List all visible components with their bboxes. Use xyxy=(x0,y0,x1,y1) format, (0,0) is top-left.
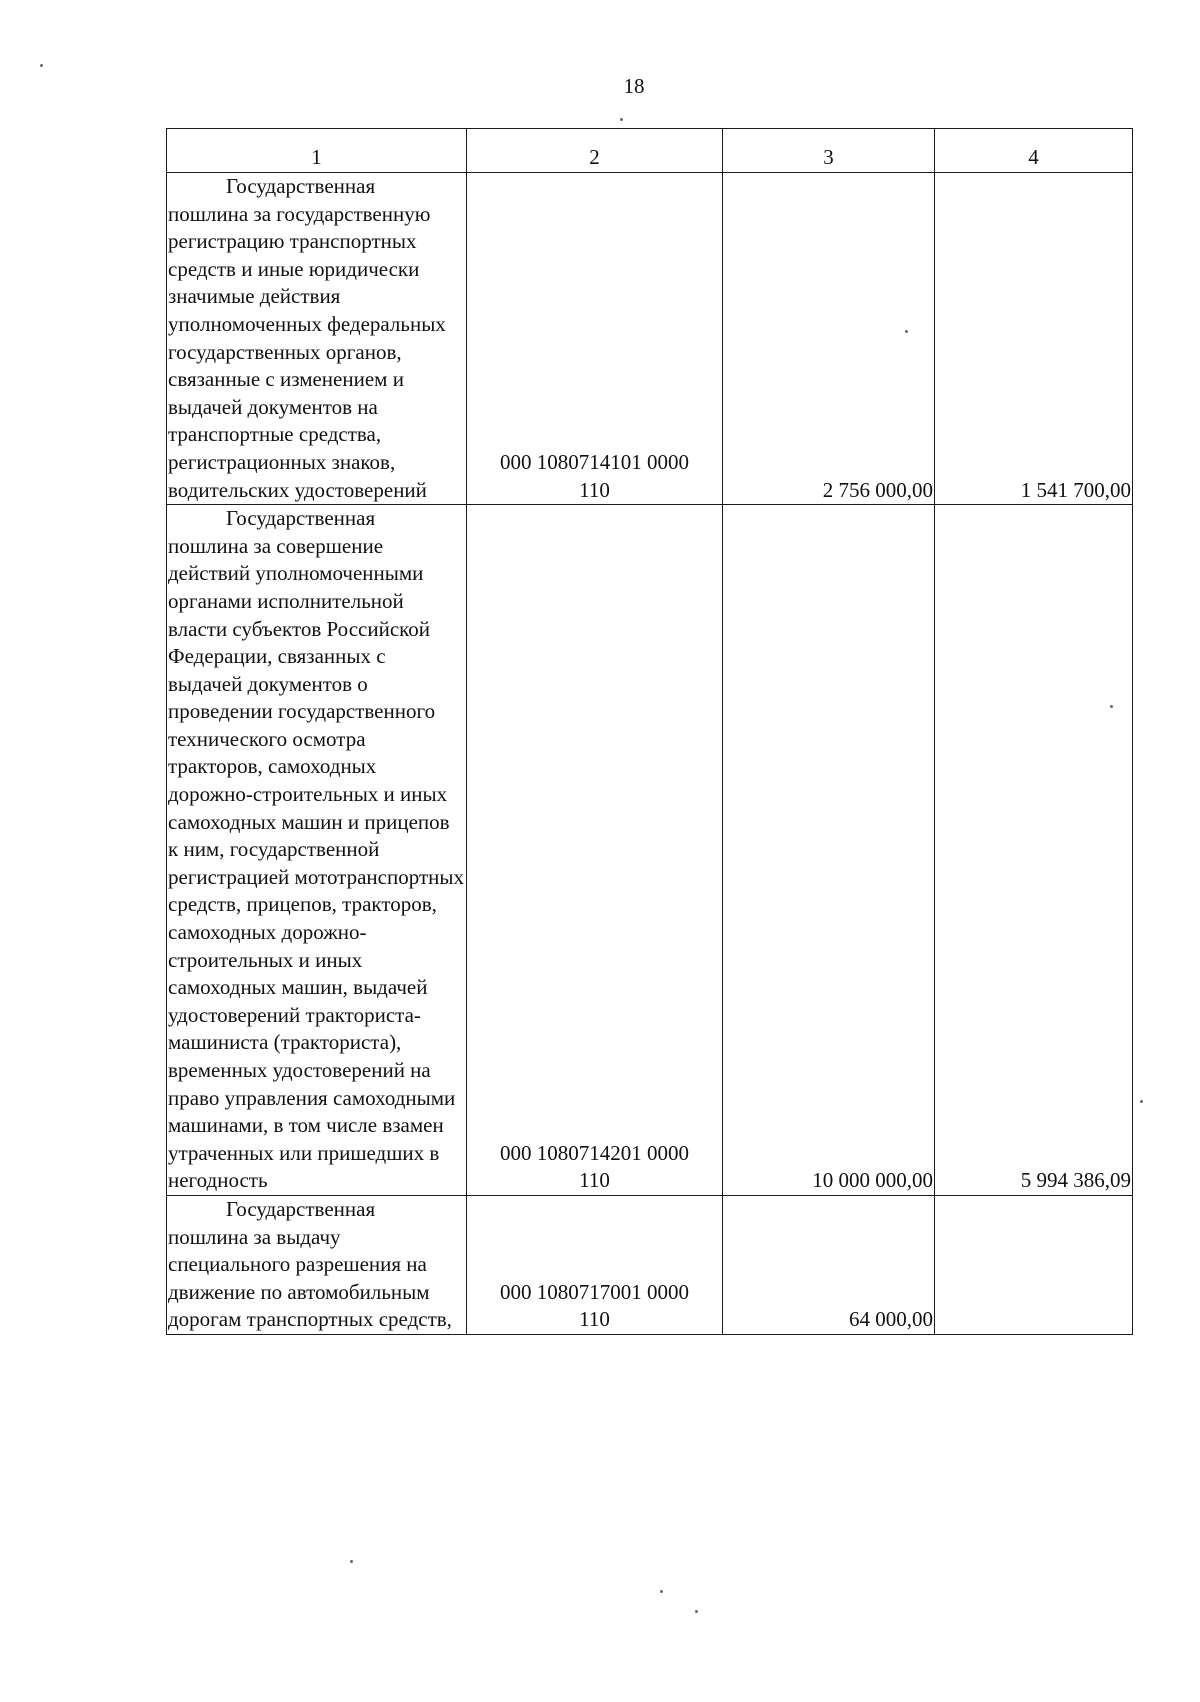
row-code-cell: 000 1080717001 0000 110 xyxy=(467,1195,723,1334)
column-header-4: 4 xyxy=(935,129,1133,173)
row-fact-cell: 1 541 700,00 xyxy=(935,173,1133,505)
row-plan-cell: 10 000 000,00 xyxy=(723,505,935,1196)
column-header-1: 1 xyxy=(167,129,467,173)
row-code-cell: 000 1080714201 0000 110 xyxy=(467,505,723,1196)
row-plan-cell: 64 000,00 xyxy=(723,1195,935,1334)
row-name-first-line: Государственная xyxy=(226,174,376,198)
row-name-text: пошлина за совершение действий уполномоченными органами исполнительной власти субъектов Российской Федерации, связанных с выдачей документов о проведении государственного технического осмотра тракторов, самоходных дорожно-строительных и иных самоходных машин и прицепов к ним, государственной регистрацией мототранспортных средств, прицепов, тракторов, самоходных дорожно-строительных и иных самоходных машин, выдачей удостоверений тракториста-машиниста (тракториста), временных удостоверений на право управления самоходными машинами, в том числе взамен утраченных или пришедших в негодность xyxy=(168,533,464,1193)
row-name-cell xyxy=(167,1195,467,1334)
row-name-text: пошлина за государственную регистрацию транспортных средств и иные юридически значимые действия уполномоченных федеральных государственных органов, связанные с изменением и выдачей документов на транспортные средства, регистрационных знаков, водительских удостоверений xyxy=(168,201,446,502)
scan-speck xyxy=(660,1590,663,1593)
scan-speck xyxy=(350,1560,353,1563)
row-code-cell: 000 1080714101 0000 110 xyxy=(467,173,723,505)
table-row xyxy=(167,173,1133,505)
scan-speck xyxy=(1110,705,1113,708)
row-name-first-line: Государственная xyxy=(226,506,376,531)
scan-speck xyxy=(905,330,908,333)
table-header-row xyxy=(167,129,1133,173)
page-number: 18 xyxy=(623,74,645,98)
row-fact-cell: 5 994 386,09 xyxy=(935,505,1133,1196)
row-plan-cell: 2 756 000,00 xyxy=(723,173,935,505)
scan-speck xyxy=(620,118,623,121)
table-row xyxy=(167,505,1133,1196)
scan-speck xyxy=(40,64,43,67)
scan-speck xyxy=(695,1610,698,1613)
row-name-cell xyxy=(167,505,467,1196)
scan-speck xyxy=(1140,1100,1143,1103)
row-name-first-line: Государственная xyxy=(226,1196,376,1221)
table-row xyxy=(167,1195,1133,1334)
revenue-table xyxy=(166,128,1133,1335)
column-header-2: 2 xyxy=(467,129,723,173)
row-name-cell xyxy=(167,173,467,505)
row-fact-cell xyxy=(935,1195,1133,1334)
column-header-3: 3 xyxy=(723,129,935,173)
row-name-text: пошлина за выдачу специального разрешения на движение по автомобильным дорогам транспортных средств, xyxy=(168,1224,452,1332)
